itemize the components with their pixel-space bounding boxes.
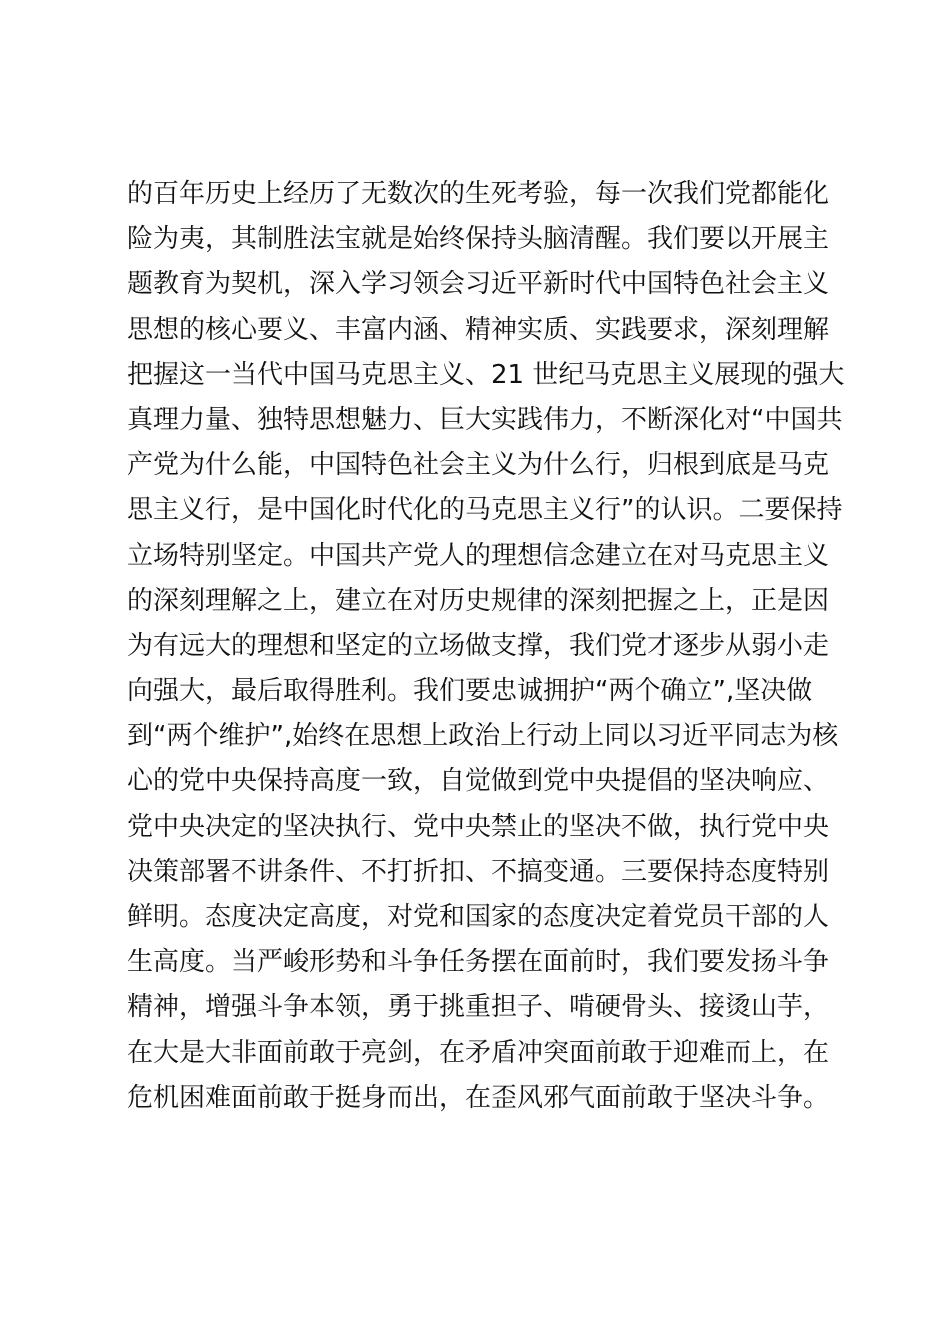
text-line: 思想的核心要义、丰富内涵、精神实质、实践要求，深刻理解 <box>127 314 830 345</box>
text-line: 到“两个维护”,始终在思想上政治上行动上同以习近平同志为核 <box>127 721 839 752</box>
text-line: 危机困难面前敢于挺身而出，在歪风邪气面前敢于坚决斗争。 <box>127 1082 830 1113</box>
text-line: 产党为什么能，中国特色社会主义为什么行，归根到底是马克 <box>127 450 830 481</box>
text-line: 思主义行，是中国化时代化的马克思主义行”的认识。二要保持 <box>127 495 843 526</box>
text-line: 立场特别坚定。中国共产党人的理想信念建立在对马克思主义 <box>127 540 830 571</box>
body-paragraph <box>127 172 847 1121</box>
text-line: 向强大，最后取得胜利。我们要忠诚拥护“两个确立”,坚决做 <box>127 676 813 707</box>
text-line: 险为夷，其制胜法宝就是始终保持头脑清醒。我们要以开展主 <box>127 224 830 255</box>
text-line: 精神，增强斗争本领，勇于挑重担子、啃硬骨头、接烫山芋， <box>127 992 830 1023</box>
text-line: 题教育为契机，深入学习领会习近平新时代中国特色社会主义 <box>127 269 830 300</box>
text-line: 把握这一当代中国马克思主义、21 世纪马克思主义展现的强大 <box>127 359 845 390</box>
text-line: 的百年历史上经历了无数次的生死考验，每一次我们党都能化 <box>127 179 830 209</box>
text-line: 的深刻理解之上，建立在对历史规律的深刻把握之上，正是因 <box>127 585 830 616</box>
text-line: 心的党中央保持高度一致，自觉做到党中央提倡的坚决响应、 <box>127 766 830 797</box>
text-line: 鲜明。态度决定高度，对党和国家的态度决定着党员干部的人 <box>127 902 830 932</box>
text-line: 决策部署不讲条件、不打折扣、不搞变通。三要保持态度特别 <box>127 856 830 887</box>
text-line: 为有远大的理想和坚定的立场做支撑，我们党才逐步从弱小走 <box>127 630 830 661</box>
text-line: 真理力量、独特思想魅力、巨大实践伟力，不断深化对“中国共 <box>127 404 843 435</box>
text-line: 党中央决定的坚决执行、党中央禁止的坚决不做，执行党中央 <box>127 811 830 842</box>
text-line: 在大是大非面前敢于亮剑，在矛盾冲突面前敢于迎难而上，在 <box>127 1037 830 1068</box>
text-line: 生高度。当严峻形势和斗争任务摆在面前时，我们要发扬斗争 <box>127 947 830 978</box>
